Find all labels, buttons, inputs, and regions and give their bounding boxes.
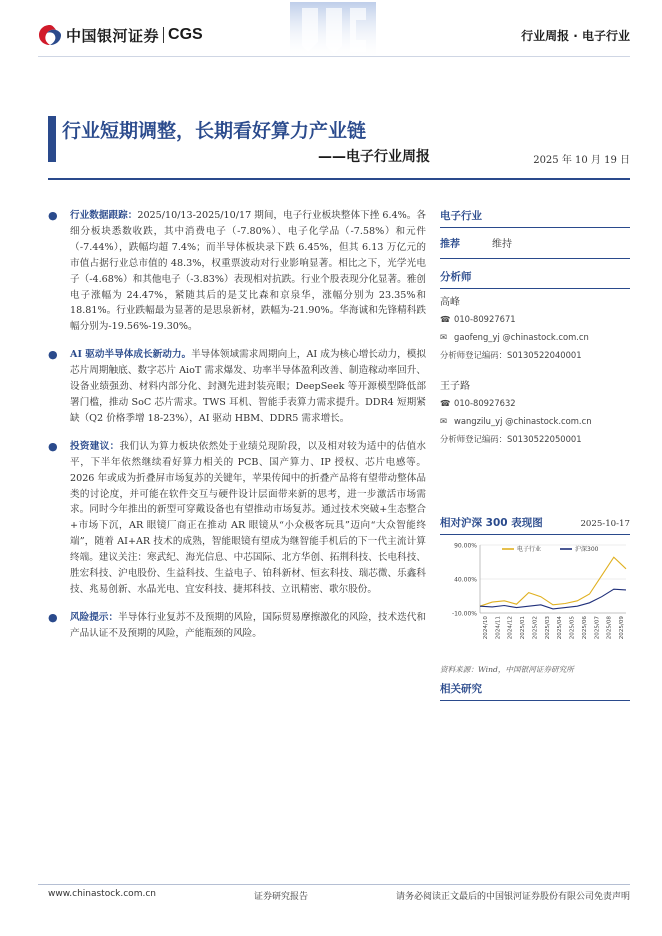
analyst-heading: 分析师 bbox=[440, 271, 472, 283]
analyst-email[interactable] bbox=[440, 331, 630, 343]
analyst-card bbox=[440, 377, 630, 445]
phone-text: 010-80927632 bbox=[454, 398, 516, 408]
summary-bullet bbox=[48, 439, 426, 598]
chart-x-tick-label: 2025/02 bbox=[532, 616, 539, 640]
footer-website[interactable]: www.chinastock.com.cn bbox=[48, 889, 156, 899]
bullet-text: 半导体领域需求周期向上，AI 成为核心增长动力，模拟芯片周期触底、数字芯片 AioT 需求爆发、功率半导体盈利改善、制造稼动率回升、设备业绩强劲、材料内部分化、封测先进封装亮眼；DeepSeek 等开源模型降低部署门槛，推动 SoC 芯片需求。TWS 耳机、智能手表算力需求提升。DDR4 短期紧缺（Q2 价格季增 18-23%），AI 驱动 HBM、DDR5 需求增长。 bbox=[70, 349, 426, 424]
chart-heading: 相对沪深 300 表现图 bbox=[440, 517, 543, 529]
sidebar-divider bbox=[440, 288, 630, 289]
summary-bullet bbox=[48, 610, 426, 642]
chart-series-line bbox=[480, 589, 626, 609]
report-title: 行业短期调整，长期看好算力产业链 bbox=[62, 120, 367, 142]
sidebar-divider bbox=[440, 258, 630, 259]
chart-x-tick-label: 2025/03 bbox=[544, 616, 551, 640]
mail-icon: ✉ bbox=[440, 332, 448, 342]
summary-column bbox=[48, 208, 426, 654]
related-heading: 相关研究 bbox=[440, 683, 482, 695]
logo-divider bbox=[163, 27, 164, 43]
chart-x-tick-label: 2025/09 bbox=[619, 616, 625, 640]
chart-legend-label: 沪深300 bbox=[575, 546, 599, 553]
bullet-dot-icon: ● bbox=[48, 348, 58, 362]
footer-disclaimer: 请务必阅读正文最后的中国银河证券股份有限公司免责声明 bbox=[395, 892, 630, 902]
title-divider bbox=[48, 178, 630, 180]
analyst-reg: 分析师登记编码：S0130522040001 bbox=[440, 350, 582, 360]
sidebar-divider bbox=[440, 700, 630, 701]
sidebar-divider bbox=[440, 227, 630, 228]
sidebar-divider bbox=[440, 534, 630, 535]
chart-y-tick-label: 90.00% bbox=[454, 542, 477, 550]
chart-x-tick-label: 2025/01 bbox=[520, 616, 527, 640]
bullet-text: 我们认为算力板块依然处于业绩兑现阶段，以及相对较为适中的估值水平，下半年依然继续看好算力相关的 PCB、国产算力、IP 授权、芯片电感等。2026 年或成为折叠屏市场复苏的关键年，苹果传闻中的折叠产品将有望带动整体品类的讨论度，并可能在软件交互与硬件设计层面带来新的思考，进一步激活市场需求。同时今年推出的新型可穿戴设备也有望推动市场复苏。通过技术突破+生态整合+市场下沉，AR 眼镜厂商正在推动 AR 眼镜从“小众极客玩具”迈向“大众智能终端”，随着 AI+AR 技术的成熟，智能眼镜有望成为继智能手机后的下一代主流计算终端。建议关注：寒武纪、海光信息、中芯国际、北方华创、拓荆科技、长电科技、胜宏科技、沪电股份、生益科技、生益电子、铂科新材、恒玄科技、瑞芯微、乐鑫科技、兆易创新、水晶光电、宜安科技、捷邦科技、立讯精密、歌尔股份。 bbox=[70, 440, 427, 595]
chart-y-tick-label: 40.00% bbox=[454, 576, 477, 584]
logo-text-en: CGS bbox=[168, 26, 203, 43]
chart-x-tick-label: 2025/06 bbox=[581, 616, 588, 640]
analyst-reg: 分析师登记编码：S0130522050001 bbox=[440, 434, 582, 444]
company-logo bbox=[38, 24, 203, 46]
report-type: 行业周报 · 电子行业 bbox=[521, 29, 630, 43]
bullet-dot-icon: ● bbox=[48, 610, 58, 624]
logo-mark-icon bbox=[38, 24, 62, 46]
email-text[interactable]: wangzilu_yj @chinastock.com.cn bbox=[454, 416, 592, 426]
chart-series-line bbox=[480, 557, 626, 606]
performance-chart bbox=[440, 539, 630, 657]
rating-row bbox=[440, 235, 630, 250]
analyst-name: 王子路 bbox=[440, 381, 470, 392]
title-accent-bar bbox=[48, 116, 56, 162]
report-subtitle: ——电子行业周报 bbox=[318, 149, 430, 165]
bullet-lead: AI 驱动半导体成长新动力。 bbox=[70, 349, 192, 361]
summary-bullet bbox=[48, 347, 426, 427]
bullet-lead: 行业数据跟踪： bbox=[70, 210, 138, 221]
footer-divider bbox=[38, 884, 630, 885]
phone-text: 010-80927671 bbox=[454, 314, 516, 324]
analyst-phone bbox=[440, 313, 630, 325]
chart-x-tick-label: 2025/08 bbox=[606, 616, 613, 640]
chart-y-tick-label: -10.00% bbox=[451, 610, 477, 618]
report-date: 2025 年 10 月 19 日 bbox=[533, 155, 630, 166]
chart-legend-label: 电子行业 bbox=[517, 546, 542, 553]
chart-x-tick-label: 2025/05 bbox=[569, 616, 576, 640]
rating-label: 推荐 bbox=[440, 239, 460, 250]
logo-text-cn: 中国银河证券 bbox=[66, 26, 160, 45]
chart-x-tick-label: 2025/04 bbox=[557, 616, 564, 640]
chart-x-tick-label: 2024/11 bbox=[495, 616, 502, 640]
chart-header bbox=[440, 515, 630, 530]
summary-bullet bbox=[48, 208, 426, 335]
bullet-lead: 风险提示： bbox=[70, 611, 119, 623]
cgs-watermark-icon bbox=[288, 2, 378, 60]
phone-icon: ☎ bbox=[440, 398, 451, 408]
page-header bbox=[0, 0, 662, 62]
chart-x-tick-label: 2024/12 bbox=[507, 616, 514, 640]
analyst-email[interactable] bbox=[440, 415, 630, 427]
email-text[interactable]: gaofeng_yj @chinastock.com.cn bbox=[454, 332, 589, 342]
industry-heading: 电子行业 bbox=[440, 210, 482, 222]
analyst-name: 高峰 bbox=[440, 297, 460, 308]
bullet-dot-icon: ● bbox=[48, 209, 58, 222]
header-divider bbox=[38, 56, 630, 57]
analyst-phone bbox=[440, 397, 630, 409]
chart-source: 资料来源：Wind，中国银河证券研究所 bbox=[440, 665, 574, 674]
bullet-text: 半导体行业复苏不及预期的风险，国际贸易摩擦激化的风险，技术迭代和产品认证不及预期的风险，产能瓶颈的风险。 bbox=[70, 611, 427, 639]
rating-value: 维持 bbox=[492, 239, 512, 250]
bullet-lead: 投资建议： bbox=[70, 440, 120, 452]
phone-icon: ☎ bbox=[440, 314, 451, 324]
mail-icon: ✉ bbox=[440, 416, 448, 426]
chart-x-tick-label: 2024/10 bbox=[483, 616, 489, 640]
chart-date: 2025-10-17 bbox=[580, 519, 630, 529]
chart-x-tick-label: 2025/07 bbox=[594, 616, 601, 640]
sidebar bbox=[440, 208, 630, 708]
footer-center: 证券研究报告 bbox=[254, 892, 309, 902]
bullet-dot-icon: ● bbox=[48, 439, 58, 453]
bullet-text: 2025/10/13-2025/10/17 期间，电子行业板块整体下挫 6.4%。各细分板块悉数收跌，其中消费电子（-7.80%）、电子化学品（-7.58%）和元件（-7.44%），跌幅均超 7.4%；而半导体板块录下跌 6.45%，但其 6.13 万亿元的市值占据行业总市值的 48.3%，权重票波动对行业影响显著。相比之下，光学光电子（-4.68%）和其他电子（-3.83%）表现相对抗跌。行业个股表现分化显著。雅创电子涨幅为 24.47%，紧随其后的是艾比森和京泉华，涨幅分别为 23.35%和 18.81%。行业跌幅最为显著的是思泉新材，跌幅为-21.90%。华海诚和先锋精科跌幅分别为-19.56%-19.30%。 bbox=[70, 210, 426, 333]
analyst-card bbox=[440, 293, 630, 361]
